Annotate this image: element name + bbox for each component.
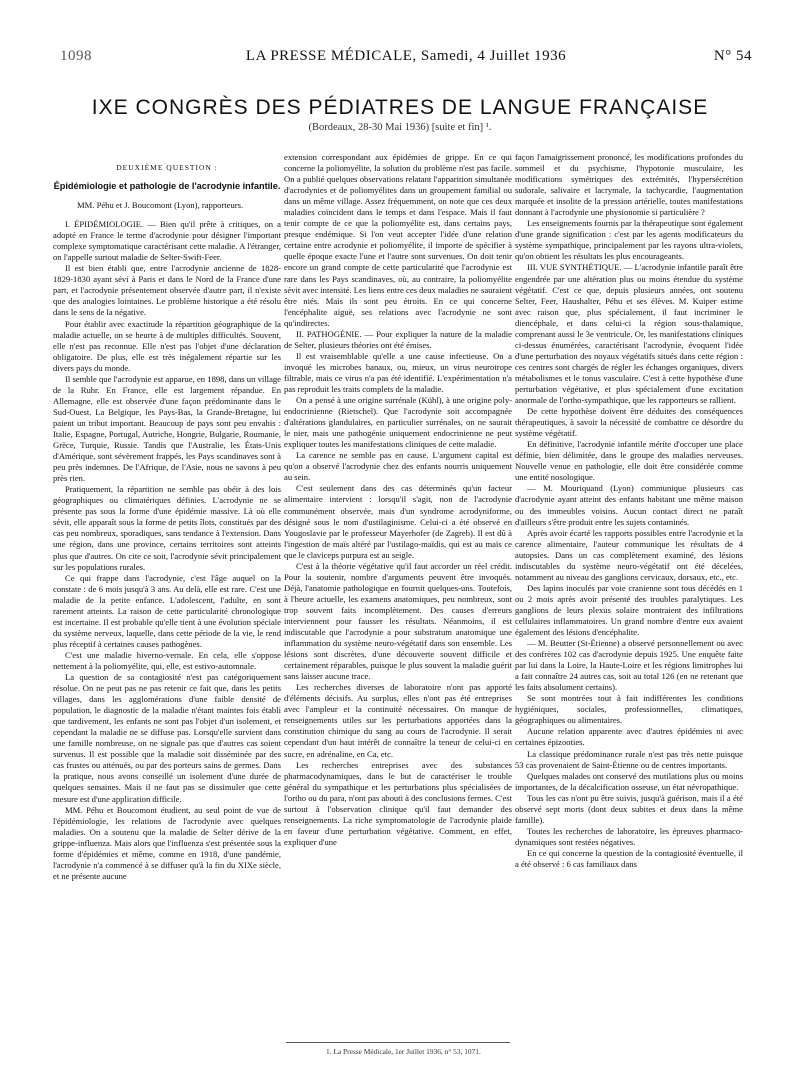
paragraph: Tous les cas n'ont pu être suivis, jusqu'à guérison, mais il a été observé sept morts (dont deux subites et deux dans la même famille). [515, 792, 743, 825]
paragraph: Des lapins inoculés par voie cranienne sont tous décédés en 1 ou 2 mois après avoir présenté des troubles paralytiques. Les ganglions de leurs plexus solaire montraient des infiltrations cellulaires inflammatoires. Un grand nombre d'entre eux avaient également des lésions d'encéphalite. [515, 582, 743, 638]
footnote: 1. La Presse Médicale, 1er Juillet 1936, n° 53, 1071. [286, 1042, 510, 1056]
paragraph: Il semble que l'acrodynie est apparue, en 1898, dans un village de la Ruhr. En France, elle est largement répandue. En Allemagne, elle est observée d'une façon prédominante dans le Sud-Ouest. La Belgique, les Pays-Bas, la Grande-Bretagne, lui paient un tribut important. Beaucoup de pays sont peu envahis : Italie, Espagne, Portugal, Autriche, Hongrie, Bulgarie, Roumanie, Grèce, Turquie, Russie. Tandis que l'Australie, les États-Unis d'Amérique, sont sévèrement frappés, les Pays scandinaves sont à peu près indemnes. De l'Afrique, de l'Asie, nous ne savons à peu près rien. [53, 373, 281, 484]
paragraph: Ce qui frappe dans l'acrodynie, c'est l'âge auquel on la constate : de 6 mois jusqu'à 3 ans. Au delà, elle est rare. C'est une maladie de la petite enfance. L'adolescent, l'adulte, en sont rarement atteints. La raison de cette particularité chronologique est incertaine. Il est probable qu'elle tient à une évolution spéciale du système nerveux, laquelle, dans cette période de la vie, le rend plus réceptif à certaines causes pathogènes. [53, 572, 281, 649]
paragraph: II. PATHOGÉNIE. — Pour expliquer la nature de la maladie de Selter, plusieurs théories ont été émises. [284, 328, 512, 350]
column-1 [53, 152, 281, 1064]
paragraph: Aucune relation apparente avec d'autres épidémies ni avec certaines épizooties. [515, 726, 743, 748]
paragraph: C'est à la théorie végétative qu'il faut accorder un réel crédit. Pour la soutenir, nombre d'arguments peuvent être invoqués. Déjà, l'anatomie pathologique en fournit quelques-uns. Toutefois, à l'heure actuelle, les examens anatomiques, peu nombreux, sont trop souvent faits incomplètement. Des causes d'erreurs interviennent pour fausser les résultats. Néanmoins, il est indiscutable que l'acrodynie a pour substratum anatomique une inflammation du système neuro-végétatif dans son ensemble. Les lésions sont discrètes, d'une découverte souvent difficile et certainement réparables, puisque le plus souvent la maladie guérit sans laisser aucune trace. [284, 560, 512, 682]
issue-number: N° 54 [713, 48, 752, 64]
paragraph: Toutes les recherches de laboratoire, les épreuves pharmaco-dynamiques sont restées négatives. [515, 825, 743, 847]
section-heading: Épidémiologie et pathologie de l'acrodynie infantile. [53, 181, 281, 192]
article-title: IXE CONGRÈS DES PÉDIATRES DE LANGUE FRANÇAISE [91, 96, 709, 119]
paragraph: La question de sa contagiosité n'est pas catégoriquement résolue. On ne peut pas ne pas retenir ce fait que, dans les petits villages, dans les agglomérations d'une faible densité de population, le diagnostic de la maladie n'étant maintes fois établi que tardivement, les enfants ne sont pas l'objet d'un isolement, et cependant la maladie ne se diffuse pas. Lorsqu'elle survient dans une famille nombreuse, on ne signale pas que d'autres cas soient survenus. Il est possible que la maladie soit disséminée par des cas frustes ou atténués, ou par des porteurs sains de germes. Dans la pratique, nous avons conseillé un isolement d'une durée de quelques semaines. Mais il ne faut pas se dissimuler que cette mesure est d'une application difficile. [53, 672, 281, 804]
paragraph: C'est une maladie hiverno-vernale. En cela, elle s'oppose nettement à la poliomyélite, qui, elle, est estivo-automnale. [53, 649, 281, 671]
paragraph: extension correspondant aux épidémies de grippe. En ce qui concerne la poliomyélite, la solution du problème n'est pas facile. On a publié quelques observations relatant l'apparition simultanée d'acrodynies et de poliomyélites dans un groupement familial ou dans un même village. Assez fréquemment, on note que ces deux maladies coïncident dans le temps et dans l'espace. Mais il faut tenir compte de ce que la poliomyélite est, dans certains pays, presque endémique. Si l'on veut accepter l'idée d'une relation certaine entre acrodynie et poliomyélite, il importe de spécifier à quelle époque exacte l'une et l'autre sont survenues. On doit tenir encore un grand compte de cette particularité que l'acrodynie est rare dans les Pays scandinaves, où, au contraire, la poliomyélite sévit avec intensité. Les liens entre ces deux maladies ne sauraient être niés. Mais ils sont peu étroits. En ce qui concerne l'encéphalite aiguë, ses relations avec l'acrodynie ne sont qu'indirectes. [284, 152, 512, 328]
paragraph: Les recherches entreprises avec des substances pharmacodynamiques, dans le but de caractériser le trouble général du sympathique et les perturbations plus spécialisées de l'ortho ou du para, n'ont pas abouti à des conclusions fermes. C'est surtout à l'observation clinique qu'il faut demander des renseignements. La riche symptomatologie de l'acrodynie plaide en faveur d'une perturbation végétative. Comment, en effet, expliquer d'une [284, 759, 512, 847]
question-label: DEUXIÈME QUESTION : [116, 163, 218, 172]
paragraph: Il est vraisemblable qu'elle a une cause infectieuse. On a invoqué les microbes banaux, ou, mieux, un virus neurotrope filtrable, mais ce virus n'a pas été identifié. L'expérimentation n'a pas reproduit les traits complets de la maladie. [284, 350, 512, 394]
paragraph: — M. Beutter (St-Étienne) a observé personnellement ou avec des confrères 102 cas d'acrodynie depuis 1925. Une enquête faite par lui dans la Loire, la Haute-Loire et les régions limitrophes lui a fait connaître 24 autres cas, soit au total 126 (en ne retenant que les faits absolument certains). [515, 638, 743, 693]
paragraph: III. VUE SYNTHÉTIQUE. — L'acrodynie infantile paraît être engendrée par une altération plus ou moins étendue du système végétatif. C'est ce que, depuis plusieurs années, ont soutenu Selter, Feer, Haushalter, Péhu et ses élèves. M. Kuiper estime avec raison que, plus spécialement, il faut incriminer le diencéphale, et dans celui-ci la région sous-thalamique, comprenant aussi le 3e ventricule. Or, les manifestations cliniques ci-dessus énumérées, caractérisant l'acrodynie, évoquent l'idée d'une perturbation des noyaux végétatifs situés dans cette région : ces centres sont chargés de régler les échanges organiques, divers métabolismes et le tonus vasculaire. C'est à cette hypothèse d'une perturbation végétative, et plus spécialement d'une excitation anormale de l'ortho-sympathique, que les rapporteurs se rallient. [515, 262, 743, 406]
authors-line: MM. Péhu et J. Boucomont (Lyon), rapporteurs. [77, 200, 244, 211]
paragraph: En ce qui concerne la question de la contagiosité éventuelle, il a été observé : 6 cas familiaux dans [515, 847, 743, 869]
paragraph: Il est bien établi que, entre l'acrodynie ancienne de 1828-1829-1830 ayant sévi à Paris et dans le Nord de la France d'une part, et l'acrodynie présentement observée d'autre part, il n'existe que des analogies lointaines. Le problème historique a été résolu dans le sens de la négative. [53, 263, 281, 318]
paragraph: On a pensé à une origine surrénale (Kühl), à une origine poly-endocrinienne (Rietschel). Que l'acrodynie soit accompagnée d'altérations glandulaires, en particulier surrénales, on ne saurait le nier, mais une pathogénie uniquement endocrinienne ne peut expliquer toutes les manifestations cliniques de cette maladie. [284, 395, 512, 450]
paragraph: Quelques malades ont conservé des mutilations plus ou moins importantes, de la décalcification osseuse, un état névropathique. [515, 770, 743, 792]
paragraph: La carence ne semble pas en cause. L'argument capital est qu'on a observé l'acrodynie chez des enfants nourris uniquement au sein. [284, 450, 512, 483]
journal-title: LA PRESSE MÉDICALE, Samedi, 4 Juillet 1936 [245, 48, 567, 64]
paragraph: — M. Mouriquand (Lyon) communique plusieurs cas d'acrodynie ayant atteint des enfants habitant une même maison ou des immeubles voisins. Aucun contact direct ne paraît d'ailleurs s'être produit entre les sujets contaminés. [515, 483, 743, 527]
paragraph: Après avoir écarté les rapports possibles entre l'acrodynie et la carence alimentaire, l'auteur communique les résultats de 4 autopsies. Dans un cas complètement examiné, des lésions indiscutables du système neuro-végétatif ont été décelées, notamment au niveau des ganglions cervicaux, dorsaux, etc., etc. [515, 527, 743, 582]
paragraph: De cette hypothèse doivent être déduites des conséquences thérapeutiques, à savoir la nécessité de combattre ce désordre du système végétatif. [515, 406, 743, 439]
article-subtitle: (Bordeaux, 28-30 Mai 1936) [suite et fin] ¹. [308, 122, 492, 133]
paragraph: Pratiquement, la répartition ne semble pas obéir à des lois géographiques ou climatériques définies. L'acrodynie ne se présente pas sous la forme d'une épidémie massive. Là où elle sévit, elle apparaît sous la forme de petits îlots, constitués par des cas peu nombreux, sporadiques, sans tendance à l'extension. Dans une région, dans une province, certains territoires sont atteints plus que d'autres. On cite ce soit, l'acrodynie sévit principalement sur les populations rurales. [53, 484, 281, 572]
paragraph: I. ÉPIDÉMIOLOGIE. — Bien qu'il prête à critiques, on a adopté en France le terme d'acrodynie pour désigner l'important complexe symptomatique caractérisant cette maladie. A l'étranger, on l'appelle surtout maladie de Selter-Swift-Feer. [53, 219, 281, 263]
paragraph: Se sont montrées tout à fait indifférentes les conditions hygiéniques, sociales, professionnelles, climatiques, géographiques ou alimentaires. [515, 693, 743, 726]
column-3 [515, 152, 743, 1064]
paragraph: MM. Péhu et Boucomont étudient, au seul point de vue de l'épidémiologie, les relations de l'acrodynie avec quelques maladies. On a soutenu que la maladie de Selter dérive de la grippe-influenza. Mais alors que l'influenza s'est présentée sous la forme d'épidémies et même, comme en 1918, d'une pandémie, l'acrodynie n'a commencé à se diffuser qu'à la fin du XIXe siècle, et ne présente aucune [53, 804, 281, 881]
paragraph: façon l'amaigrissement prononcé, les modifications profondes du sommeil et du psychisme, l'hypotonie musculaire, les modifications symétriques des extrémités, l'hypersécrétion sudorale, salivaire et lacrymale, la tachycardie, l'augmentation marquée et insolite de la pression artérielle, toutes manifestations donnant à l'acrodynie une physionomie si particulière ? [515, 152, 743, 218]
column-2 [284, 152, 512, 1064]
page-number: 1098 [60, 48, 92, 64]
paragraph: En définitive, l'acrodynie infantile mérite d'occuper une place définie, bien délimitée, dans le groupe des maladies nerveuses. Nouvelle venue en pathologie, elle doit être considérée comme une entité nosologique. [515, 439, 743, 483]
paragraph: Pour établir avec exactitude la répartition géographique de la maladie actuelle, on se heurte à de multiples difficultés. Souvent, elle n'est pas reconnue. Elle n'est pas l'objet d'une déclaration obligatoire. De plus, elle est très inégalement répartie sur les divers pays du monde. [53, 318, 281, 373]
running-header [60, 48, 752, 70]
paragraph: Les recherches diverses de laboratoire n'ont pas apporté d'éléments décisifs. Au surplus, elles n'ont pas été entreprises avec l'ampleur et la continuité nécessaires. On manque de renseignements utiles sur les perturbations apportées dans la constitution chimique du sang au cours de l'acrodynie. Il serait cependant d'un haut intérêt de connaître la teneur de celui-ci en sucre, en adrénaline, en Ca, etc. [284, 682, 512, 759]
paragraph: La classique prédominance rurale n'est pas très nette puisque 53 cas provenaient de Saint-Étienne ou de centres importants. [515, 748, 743, 770]
paragraph: C'est seulement dans des cas déterminés qu'un facteur alimentaire intervient : lorsqu'il s'agit, non de l'acrodynie communément observée, mais d'un syndrome acrodyniforme, désigné sous le nom d'ustilaginisme. Celui-ci a été observé en Yougoslavie par le professeur Mayerhofer (de Zagreb). Il est dû à l'ingestion de maïs altéré par l'ustilago-maïdis, qui est au maïs ce que le claviceps purpura est au seigle. [284, 483, 512, 560]
paragraph: Les enseignements fournis par la thérapeutique sont également d'une grande signification : c'est par les agents modificateurs du système sympathique, principalement par les rayons ultra-violets, qu'on obtient les résultats les plus encourageants. [515, 218, 743, 262]
